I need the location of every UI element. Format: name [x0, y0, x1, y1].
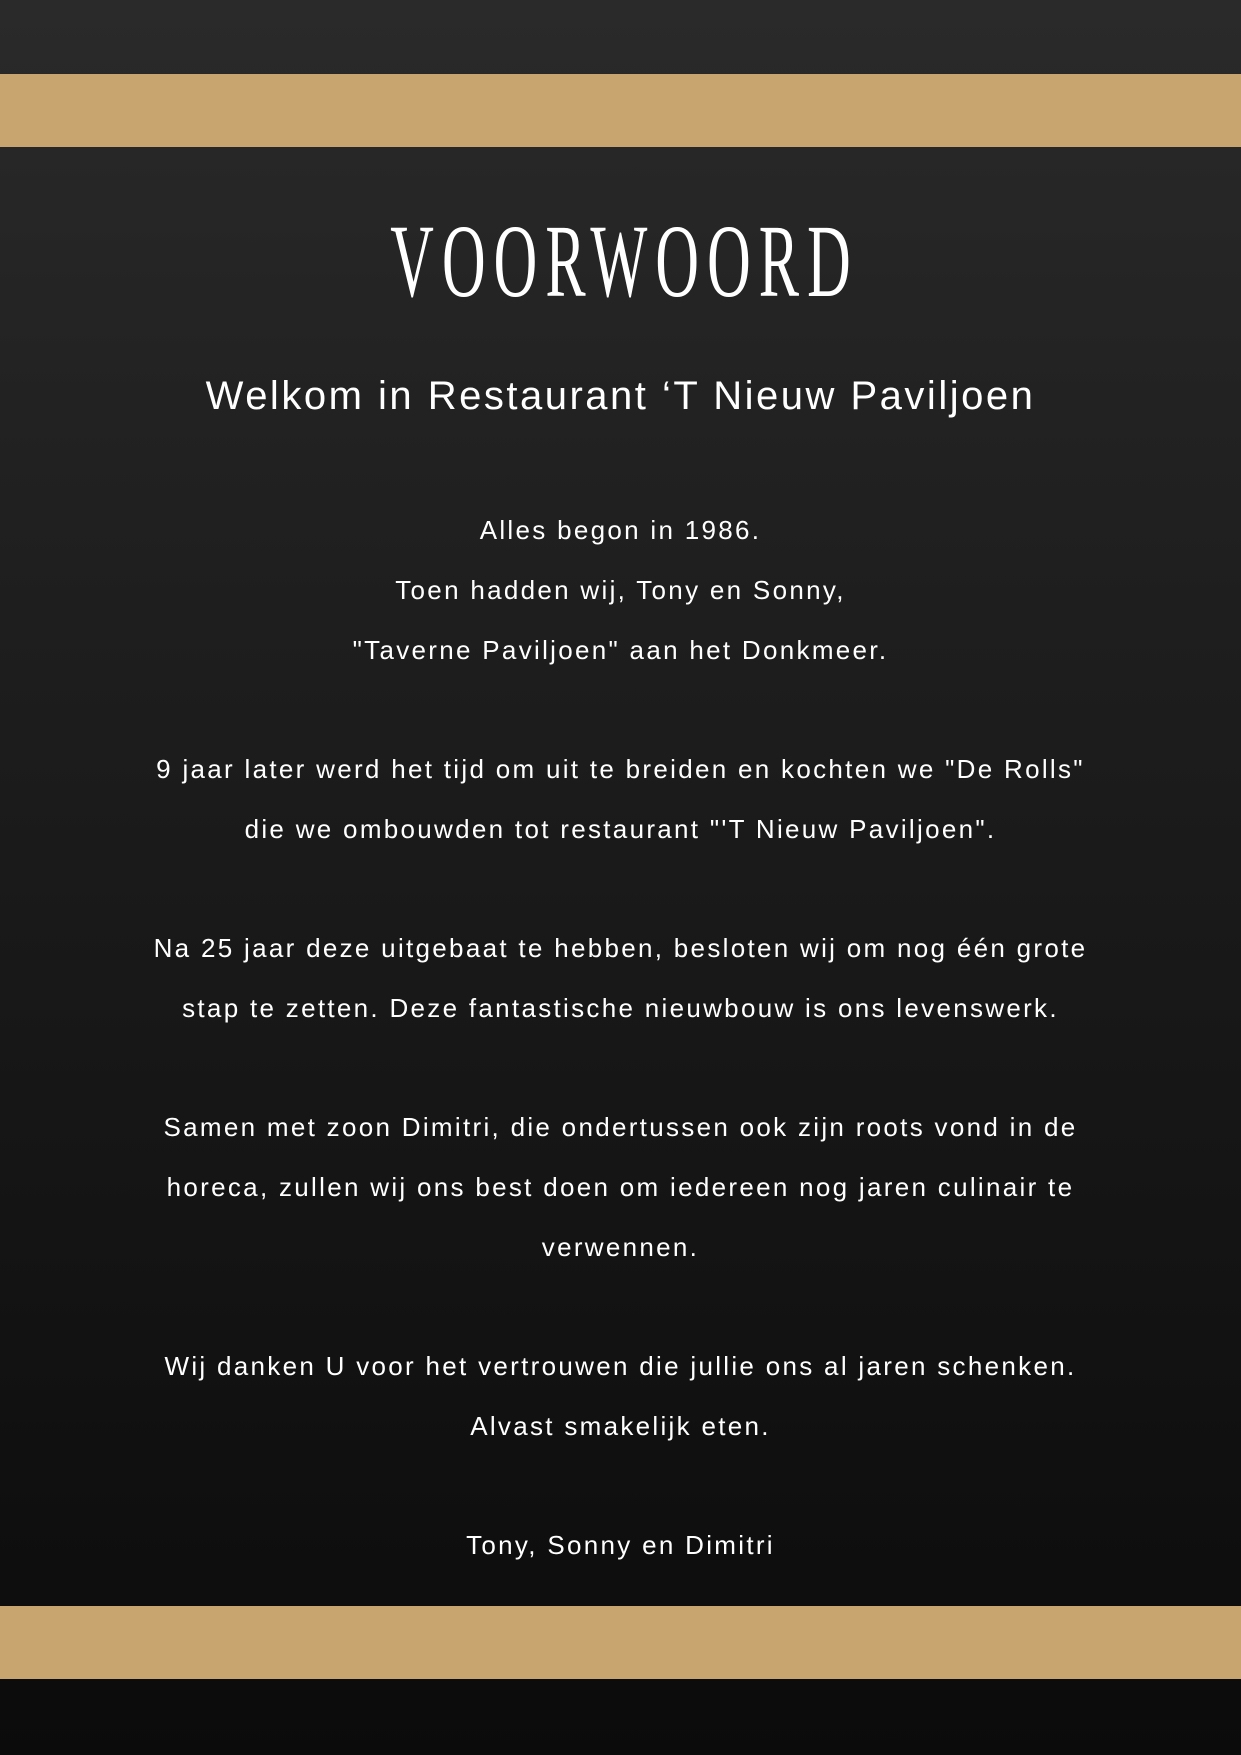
bottom-accent-band: [0, 1606, 1241, 1679]
paragraph-history: [0, 500, 1241, 680]
text-line: Samen met zoon Dimitri, die ondertussen ook zijn roots vond in de: [163, 1112, 1078, 1142]
text-line: horeca, zullen wij ons best doen om iedereen nog jaren culinair te: [166, 1172, 1075, 1202]
text-line: Na 25 jaar deze uitgebaat te hebben, besloten wij om nog één grote: [153, 933, 1088, 963]
text-line: Toen hadden wij, Tony en Sonny,: [395, 575, 846, 605]
paragraph-family: [0, 1097, 1241, 1277]
text-line: Alvast smakelijk eten.: [470, 1411, 771, 1441]
foreword-body: [0, 500, 1241, 1575]
text-line: die we ombouwden tot restaurant "'T Nieuw Paviljoen".: [244, 814, 997, 844]
paragraph-expansion: [0, 739, 1241, 859]
text-line: "Taverne Paviljoen" aan het Donkmeer.: [352, 635, 889, 665]
top-accent-band: [0, 74, 1241, 147]
text-line: 9 jaar later werd het tijd om uit te breiden en kochten we "De Rolls": [156, 754, 1085, 784]
paragraph-new-building: [0, 918, 1241, 1038]
text-line: verwennen.: [541, 1232, 700, 1262]
signature: Tony, Sonny en Dimitri: [466, 1530, 775, 1560]
page-subtitle: Welkom in Restaurant ‘T Nieuw Paviljoen: [205, 374, 1036, 418]
text-line: stap te zetten. Deze fantastische nieuwbouw is ons levenswerk.: [182, 993, 1059, 1023]
text-line: Wij danken U voor het vertrouwen die jullie ons al jaren schenken.: [164, 1351, 1077, 1381]
page-title: VOORWOORD: [390, 204, 859, 319]
text-line: Alles begon in 1986.: [479, 515, 762, 545]
paragraph-thanks: [0, 1336, 1241, 1456]
